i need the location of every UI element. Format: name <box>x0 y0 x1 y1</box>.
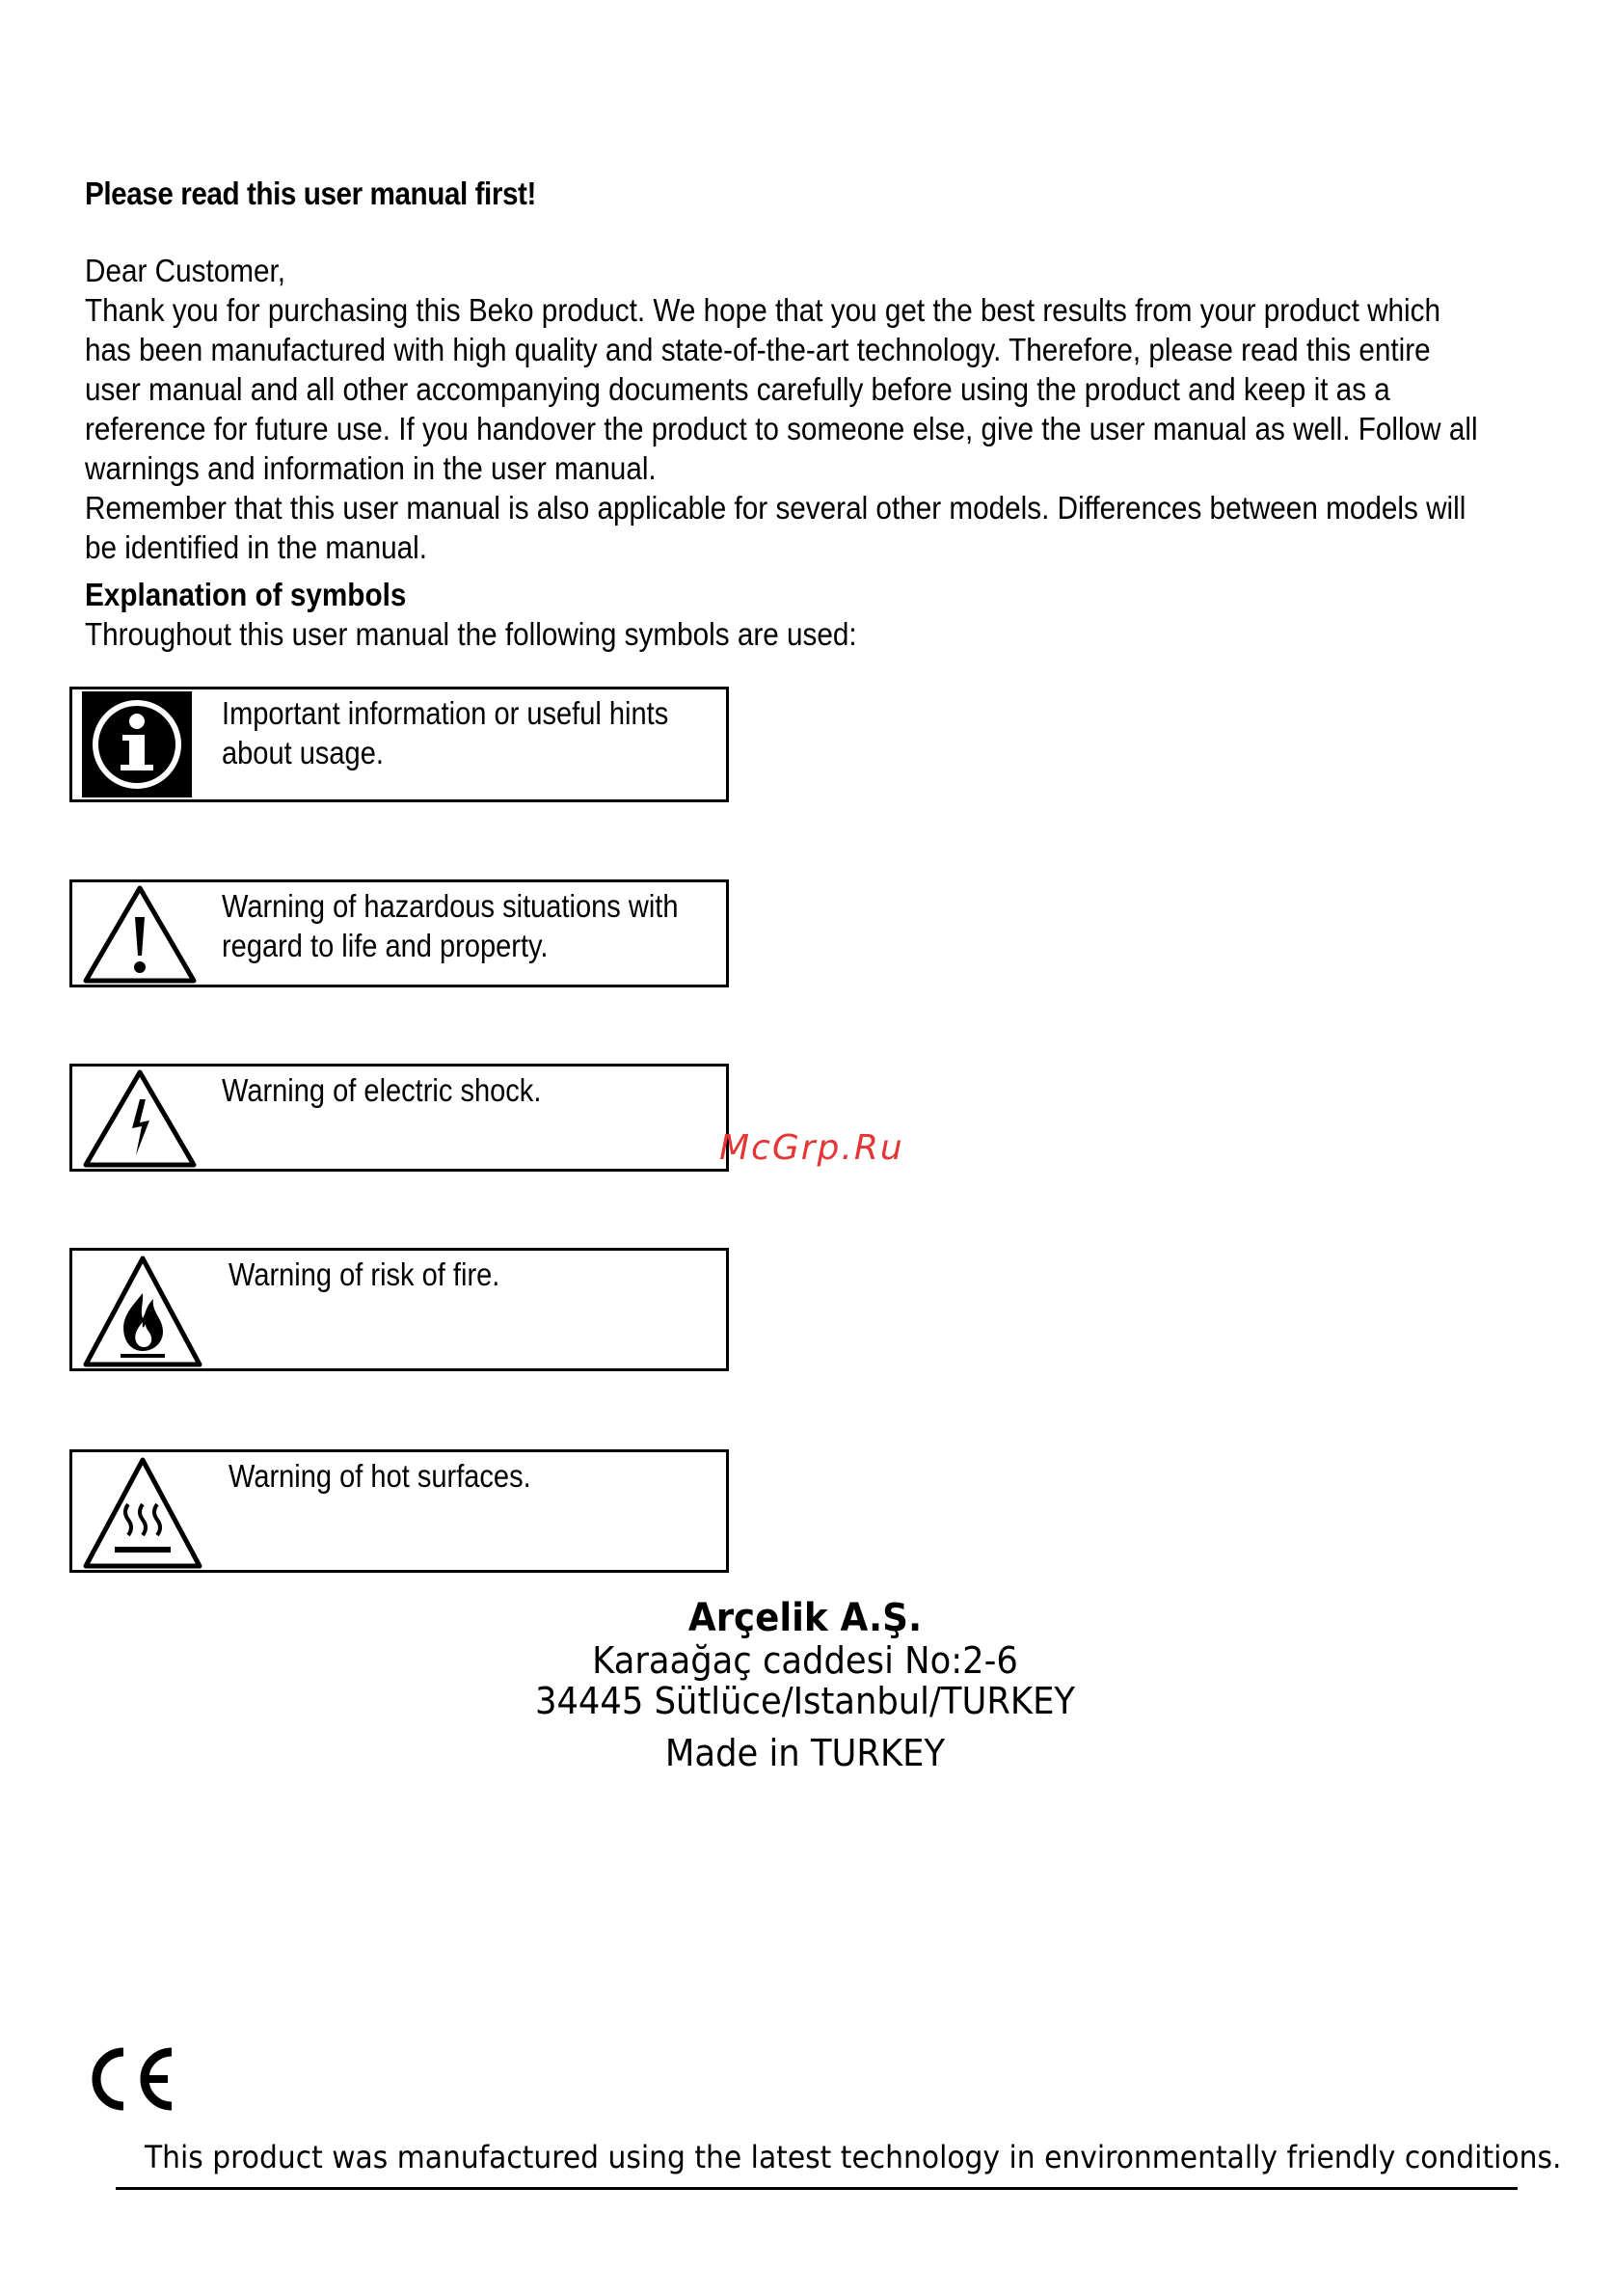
symbol-box-electric <box>69 1064 729 1172</box>
watermark: McGrp.Ru <box>719 1128 904 1168</box>
symbol-label: Warning of hazardous situations with regard to life and property. <box>222 888 679 963</box>
manufacturer-address <box>504 1596 1105 1773</box>
intro-paragraph: Thank you for purchasing this Beko product. We hope that you get the best results from your product which has been manufactured with high quality and state-of-the-art technology. Therefore, please read this entire user manual and all other accompanying documents carefully before using the product and keep it as a reference for future use. If you handover the product to someone else, give the user manual as well. Follow all warnings and information in the user manual. <box>85 292 1478 486</box>
fire-icon <box>82 1255 203 1373</box>
hot-surface-icon <box>82 1456 203 1575</box>
symbols-heading: Explanation of symbols <box>85 577 407 612</box>
models-note: Remember that this user manual is also applicable for several other models. Differences between models will be identified in the manual. <box>85 490 1466 565</box>
page-title: Please read this user manual first! <box>85 176 536 211</box>
symbol-label: Warning of electric shock. <box>222 1072 542 1108</box>
symbol-box-hot-surface <box>69 1449 729 1573</box>
symbol-box-info <box>69 687 729 802</box>
city-address: 34445 Sütlüce/Istanbul/TURKEY <box>534 1680 1076 1722</box>
info-icon <box>82 691 192 802</box>
footer-rule <box>116 2187 1518 2190</box>
symbol-box-fire <box>69 1248 729 1371</box>
symbol-label: Warning of risk of fire. <box>229 1256 500 1292</box>
intro-section <box>85 251 1491 654</box>
footer-text: This product was manufactured using the latest technology in environmentally friendly conditions. <box>145 2139 1562 2175</box>
made-in: Made in TURKEY <box>664 1732 946 1774</box>
symbol-label: Important information or useful hints about usage. <box>222 695 669 770</box>
symbols-intro: Throughout this user manual the following symbols are used: <box>85 616 857 652</box>
electric-shock-icon <box>82 1068 198 1174</box>
street-address: Karaağaç caddesi No:2-6 <box>592 1639 1018 1682</box>
symbol-label: Warning of hot surfaces. <box>229 1458 531 1494</box>
greeting: Dear Customer, <box>85 253 285 288</box>
ce-mark-icon <box>83 2044 179 2119</box>
symbol-box-warning <box>69 879 729 987</box>
warning-icon <box>82 884 198 989</box>
company-name: Arçelik A.Ş. <box>687 1596 923 1640</box>
